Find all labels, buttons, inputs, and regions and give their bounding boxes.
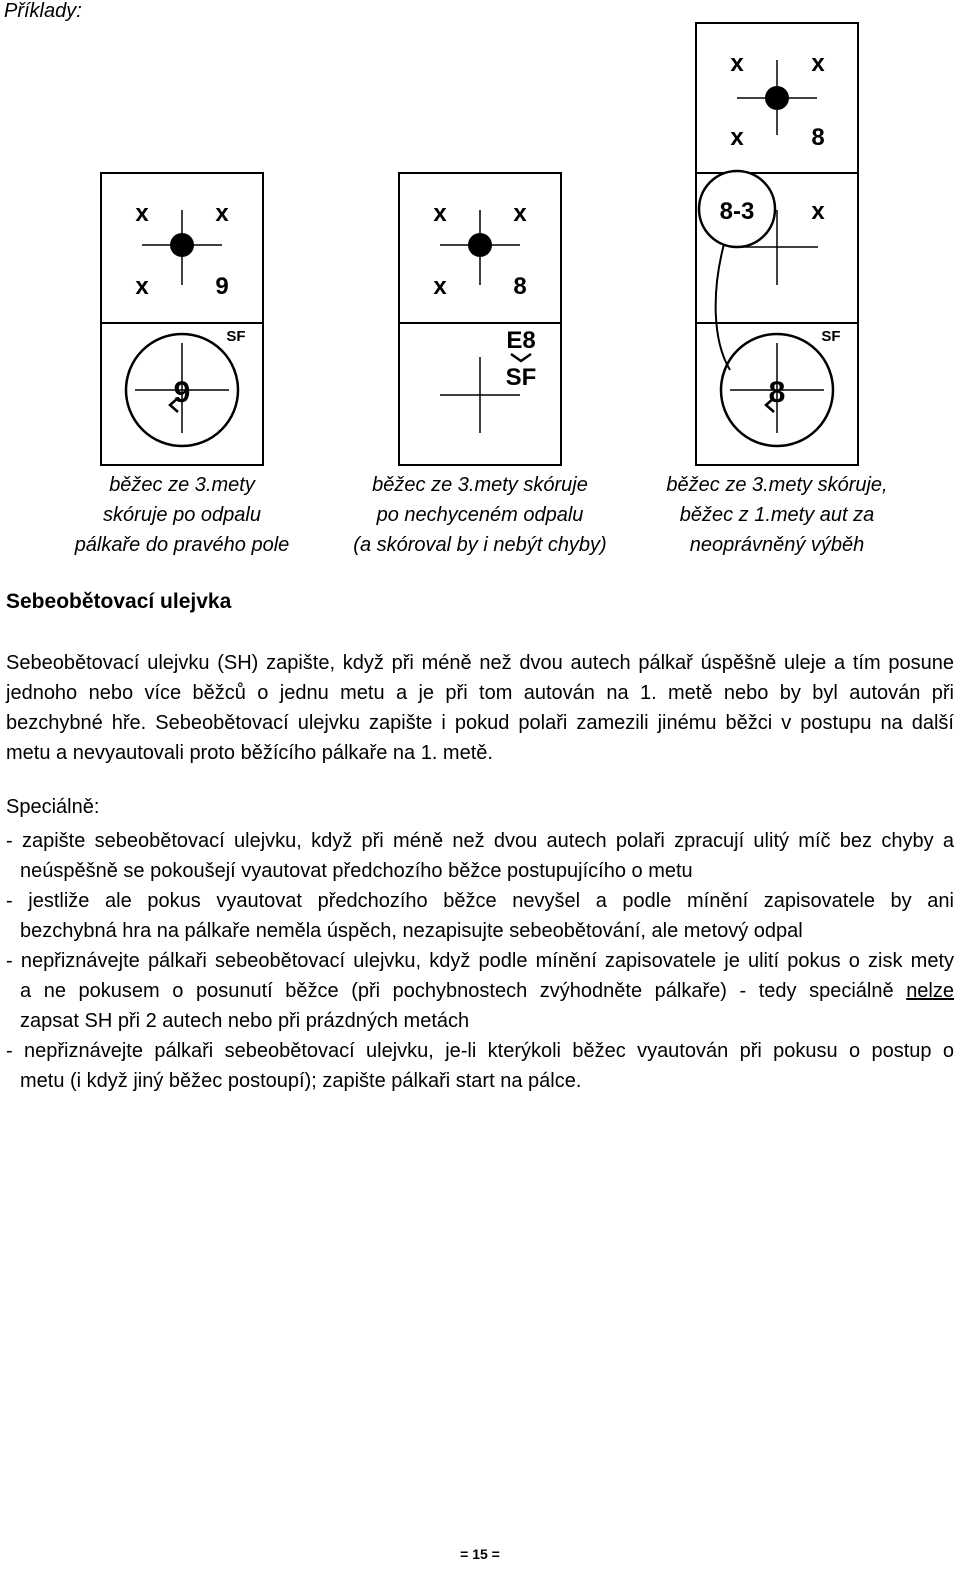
diagram-3	[696, 23, 858, 465]
bullet-1	[6, 826, 954, 886]
bullet-4	[6, 1036, 954, 1096]
caption-line: běžec ze 3.mety	[109, 474, 255, 496]
sf-label: SF	[821, 328, 841, 345]
definition-paragraph	[6, 648, 954, 768]
bullet-line	[6, 976, 954, 1006]
connector-line	[716, 244, 730, 370]
bullet-line: metu (i když jiný běžec postoupí); zapište pálkaři start na pálce.	[20, 1070, 582, 1092]
paragraph-line: bezchybné hře. Sebeobětovací ulejvku zapište i pokud polaři zamezili jinému běžci v postupu na další	[6, 712, 954, 734]
caption-line: běžec z 1.mety aut za	[679, 504, 875, 526]
emphasis-nelze: nelze	[906, 980, 954, 1002]
run-scored-dot	[468, 233, 492, 257]
caption-line: po nechyceném odpalu	[376, 504, 584, 526]
special-cases-title: Speciálně:	[6, 796, 100, 818]
mark-br: 8	[811, 124, 825, 151]
caption-line: běžec ze 3.mety skóruje	[372, 474, 588, 496]
result-number: 8	[768, 376, 786, 409]
caption-line: běžec ze 3.mety skóruje,	[666, 474, 888, 496]
bullet-line: - nepřiznávejte pálkaři sebeobětovací ulejvku, když podle mínění zapisovatele je ulití pokus o zisk mety	[6, 950, 954, 972]
diagram-1-caption	[32, 470, 332, 560]
diagram-1	[101, 173, 263, 465]
mark-br: 8	[513, 273, 527, 300]
bullet-line: bezchybná hra na pálkaře neměla úspěch, nezapisujte sebeobětování, ale metový odpal	[20, 920, 803, 942]
mark-bl: x	[135, 273, 149, 300]
bullet-line: - nepřiznávejte pálkaři sebeobětovací ulejvku, je-li kterýkoli běžec vyautován při pokusu o postup o	[6, 1040, 954, 1062]
mark-x: x	[811, 198, 825, 225]
diagram-2	[399, 173, 561, 465]
mark-tl: x	[730, 50, 744, 77]
run-scored-dot	[170, 233, 194, 257]
mark-bl: x	[730, 124, 744, 151]
mark-tr: x	[513, 200, 527, 227]
bullet-line: neúspěšně se pokoušejí vyautovat předchozího běžce postupujícího o metu	[20, 860, 693, 882]
sf-label: SF	[505, 364, 537, 391]
caption-line: (a skóroval by i nebýt chyby)	[353, 534, 607, 556]
bullet-line: - zapište sebeobětovací ulejvku, když při méně než dvou autech polaři zpracují ulitý míč bez chyby a	[6, 830, 954, 852]
error-label: E8	[506, 327, 536, 354]
sf-label: SF	[226, 328, 246, 345]
mark-bl: x	[433, 273, 447, 300]
caption-line: pálkaře do pravého pole	[74, 534, 290, 556]
bullet-line: - jestliže ale pokus vyautovat předchozího běžce nevyšel a podle mínění zapisovatele by ani	[6, 890, 954, 912]
bullet-line: zapsat SH při 2 autech nebo při prázdných metách	[20, 1010, 470, 1032]
mark-tr: x	[811, 50, 825, 77]
result-number: 9	[173, 376, 191, 409]
caret-mark	[511, 354, 531, 361]
examples-label: Příklady:	[4, 0, 82, 22]
mark-tr: x	[215, 200, 229, 227]
caption-line: neoprávněný výběh	[689, 534, 865, 556]
diagram-3-caption	[627, 470, 927, 560]
mark-tl: x	[135, 200, 149, 227]
out-play-label: 8-3	[719, 198, 755, 225]
paragraph-line: Sebeobětovací ulejvku (SH) zapište, když při méně než dvou autech pálkař úspěšně uleje a tím posune	[6, 652, 954, 674]
mark-tl: x	[433, 200, 447, 227]
bullet-3	[6, 946, 954, 1036]
paragraph-line: jednoho nebo více běžců o jednu metu a je při tom autován na 1. metě nebo by byl autován při	[6, 682, 954, 704]
page-number: = 15 =	[460, 1546, 500, 1562]
run-scored-dot	[765, 86, 789, 110]
diagram-2-caption	[330, 470, 630, 560]
bullet-2	[6, 886, 954, 946]
paragraph-line: metu a nevyautovali proto běžícího pálkaře na 1. metě.	[6, 742, 493, 764]
bullet-text: a ne pokusem o posunutí běžce (při pochybnostech zvýhodněte pálkaře) - tedy speciálně	[20, 980, 907, 1002]
caption-line: skóruje po odpalu	[103, 504, 261, 526]
section-heading: Sebeobětovací ulejvka	[6, 590, 232, 613]
mark-br: 9	[215, 273, 229, 300]
